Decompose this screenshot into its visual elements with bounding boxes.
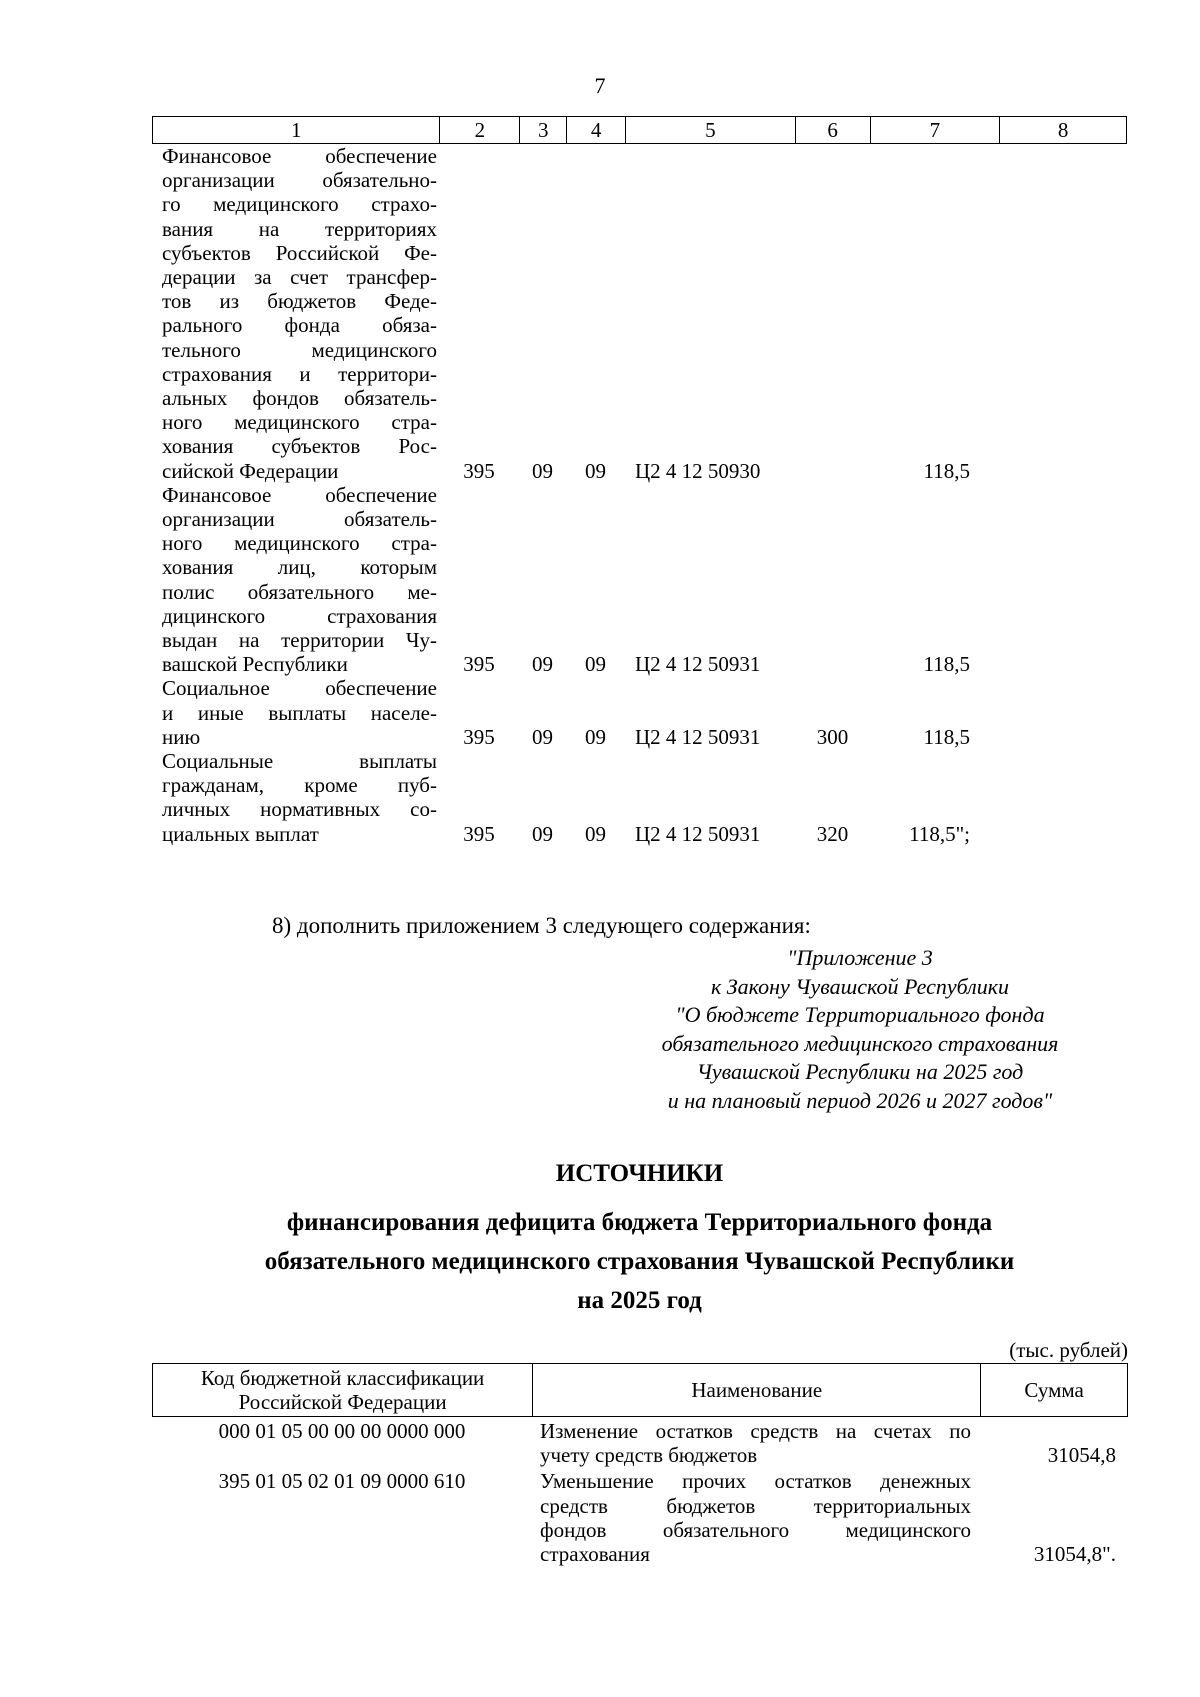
cell-amount: 118,5 [923,458,970,483]
row-name [152,676,439,749]
header-sum: Сумма [980,1364,1127,1416]
cell-name-line: страхования [540,1542,650,1567]
column-number: 6 [795,117,870,143]
column-number: 4 [566,117,625,143]
table-column-numbers-header [152,116,1127,144]
table-row [152,749,1127,846]
column-number: 2 [439,117,519,143]
cell-target-item: Ц2 4 12 50931 [635,652,761,677]
row-name-line: Социальное обеспечение [162,676,437,701]
cell-subsection: 09 [585,652,606,677]
cell-name [532,1419,981,1467]
appendix-line: Чувашской Республики на 2025 год [696,1059,1024,1084]
cell-name-line: Уменьшение прочих остатков денежных [540,1469,971,1494]
row-name-line: организации обязательно- [162,168,437,193]
row-name-line: тов из бюджетов Феде- [162,289,437,314]
section-subtitle-line: обязательного медицинского страхования Чувашской Республики [264,1248,1015,1275]
header-name: Наименование [532,1364,980,1416]
header-code [153,1364,532,1416]
column-number: 1 [290,118,302,142]
row-name-line: ного медицинского стра- [162,531,437,556]
cell-name-line: фондов обязательного медицинского [540,1517,971,1542]
cell-section: 09 [532,652,553,677]
cell-subsection: 09 [585,724,606,749]
row-name-line: Финансовое обеспечение [162,144,437,168]
row-name [152,749,439,846]
row-name [152,483,439,677]
cell-expense-type: 300 [816,724,849,749]
table-row [152,144,1127,483]
appendix-line: "Приложение 3 [787,945,933,970]
cell-section: 09 [532,458,553,483]
column-number: 3 [519,117,566,143]
row-name-line: дицинского страхования [162,603,437,628]
row-name-line: и иные выплаты населе- [162,700,437,725]
row-name-line: альных фондов обязатель- [162,386,437,411]
cell-ministry: 395 [463,821,495,846]
column-number: 8 [999,117,1126,143]
cell-amount: 118,5 [923,724,970,749]
cell-ministry: 395 [463,724,495,749]
cell-section: 09 [532,821,553,846]
cell-section: 09 [532,724,553,749]
sources-table [152,1363,1128,1566]
row-name-line: рального фонда обяза- [162,313,437,338]
cell-sum: 31054,8 [1047,1443,1116,1468]
row-name-line: полис обязательного ме- [162,579,437,604]
table-row [152,1469,1128,1566]
cell-ministry: 395 [463,458,495,483]
row-name-line: хования субъектов Рос- [162,434,437,459]
appendix-line: к Закону Чувашской Республики [710,973,1009,999]
appendix-line: и на плановый период 2026 и 2027 годов" [667,1087,1053,1113]
appendix-caption [580,944,1140,1115]
cell-ministry: 395 [463,652,495,677]
cell-name-line: средств бюджетов территориальных [540,1493,971,1518]
row-name-line: личных нормативных со- [162,797,437,822]
row-name-line: гражданам, кроме пуб- [162,773,437,798]
cell-sum: 31054,8". [1033,1542,1116,1567]
table-row [152,483,1127,677]
cell-name [532,1469,981,1566]
row-name-line: организации обязатель- [162,507,437,532]
table-row [152,676,1127,749]
section-title: ИСТОЧНИКИ [555,1160,724,1187]
cell-code: 395 01 05 02 01 09 0000 610 [218,1469,466,1494]
cell-amount: 118,5"; [909,821,970,846]
row-name-line: субъектов Российской Фе- [162,240,437,265]
row-name-line: вашской Республики [162,652,348,677]
row-name-line: сийской Федерации [162,458,339,483]
row-name-line: Финансовое обеспечение [162,482,437,507]
row-name-line: го медицинского страхо- [162,192,437,217]
sources-table-header [152,1363,1128,1417]
table-row [152,1419,1128,1467]
cell-name-line: учету средств бюджетов [540,1443,758,1468]
row-name-line: нию [162,724,201,749]
row-name-line: циальных выплат [162,821,319,846]
appendix-line: обязательного медицинского страхования [661,1030,1059,1056]
cell-name-line: Изменение остатков средств на счетах по [540,1419,971,1443]
row-name-line: ного медицинского стра- [162,410,437,435]
section-subtitle-line: финансирования дефицита бюджета Территориального фонда [286,1209,993,1236]
cell-expense-type: 320 [816,821,849,846]
cell-subsection: 09 [585,821,606,846]
section-subtitle-line: на 2025 год [577,1287,702,1314]
row-name-line: выдан на территории Чу- [162,628,437,653]
cell-target-item: Ц2 4 12 50930 [635,458,761,483]
page-number: 7 [594,73,606,98]
row-name-line: Социальные выплаты [162,749,437,774]
expenditure-table [152,116,1127,846]
row-name-line: страхования и территори- [162,361,437,386]
cell-subsection: 09 [585,458,606,483]
cell-target-item: Ц2 4 12 50931 [635,724,761,749]
units-label: (тыс. рублей) [1009,1338,1128,1362]
row-name-line: хования лиц, которым [162,555,437,580]
row-name [152,144,439,483]
row-name-line: вания на территориях [162,216,437,241]
column-number: 5 [625,117,795,143]
amendment-item-8: 8) дополнить приложением 3 следующего содержания: [272,913,811,938]
header-code-line: Код бюджетной классификации [200,1366,485,1390]
cell-code: 000 01 05 00 00 00 0000 000 [218,1419,466,1443]
header-code-line: Российской Федерации [238,1390,447,1414]
appendix-line: "О бюджете Территориального фонда [675,1002,1045,1027]
row-name-line: тельного медицинского [162,337,437,362]
column-number: 7 [870,117,1000,143]
row-name-line: дерации за счет трансфер- [162,265,437,290]
cell-target-item: Ц2 4 12 50931 [635,821,761,846]
cell-amount: 118,5 [923,652,970,677]
